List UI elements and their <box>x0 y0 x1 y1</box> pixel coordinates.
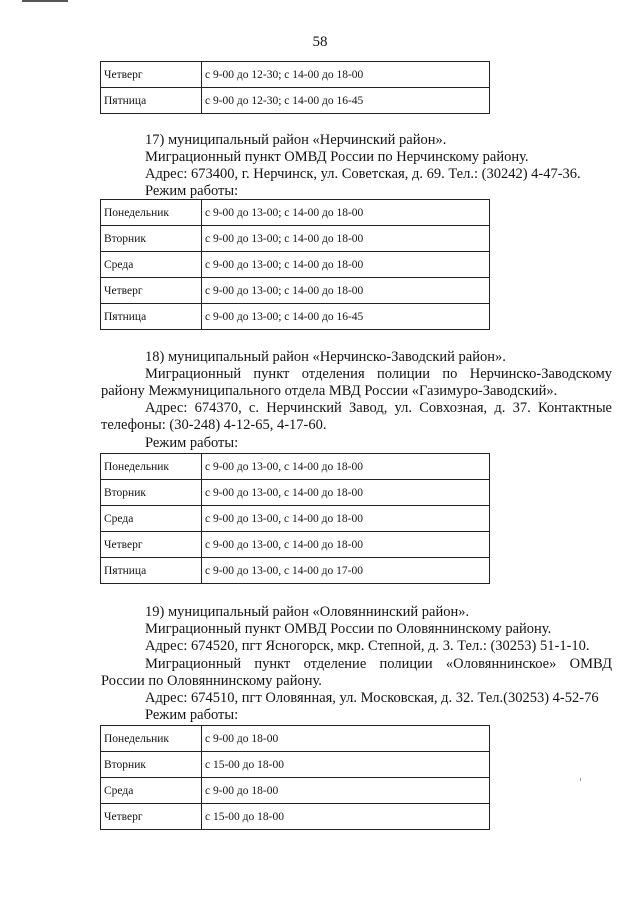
table-row <box>101 62 490 88</box>
hours-cell: с 9-00 до 13-00, с 14-00 до 18-00 <box>202 506 490 532</box>
section-19-address1: Адрес: 674520, пгт Ясногорск, мкр. Степной, д. 3. Тел.: (30253) 51-1-10. <box>145 638 590 654</box>
day-cell: Четверг <box>101 278 202 304</box>
day-cell: Понедельник <box>101 200 202 226</box>
section-19-heading: 19) муниципальный район «Оловяннинский район». <box>145 604 470 620</box>
hours-cell: с 9-00 до 13-00; с 14-00 до 16-45 <box>202 304 490 330</box>
section-19-mode-label: Режим работы: <box>145 707 239 723</box>
day-cell: Понедельник <box>101 454 202 480</box>
section-18-address-line1: Адрес: 674370, с. Нерчинский Завод, ул. Совхозная, д. 37. Контактные <box>145 400 612 416</box>
top-rule <box>22 0 68 2</box>
day-cell: Понедельник <box>101 726 202 752</box>
hours-cell: с 15-00 до 18-00 <box>202 804 490 830</box>
section-18-mode-label: Режим работы: <box>145 435 239 451</box>
table-row <box>101 200 490 226</box>
section-19-address2: Адрес: 674510, пгт Оловянная, ул. Московская, д. 32. Тел.(30253) 4-52-76 <box>145 690 599 706</box>
hours-cell: с 15-00 до 18-00 <box>202 752 490 778</box>
hours-cell: с 9-00 до 13-00; с 14-00 до 18-00 <box>202 226 490 252</box>
day-cell: Четверг <box>101 62 202 88</box>
hours-cell: с 9-00 до 13-00; с 14-00 до 18-00 <box>202 200 490 226</box>
section-19-org2-line2: России по Оловяннинскому району. <box>101 673 322 689</box>
section-17-org: Миграционный пункт ОМВД России по Нерчинскому району. <box>145 149 529 165</box>
table-row <box>101 558 490 584</box>
table-row <box>101 252 490 278</box>
day-cell: Среда <box>101 778 202 804</box>
hours-cell: с 9-00 до 18-00 <box>202 726 490 752</box>
section-17-heading: 17) муниципальный район «Нерчинский район». <box>145 132 447 148</box>
page-number: 58 <box>312 34 328 50</box>
table-row <box>101 532 490 558</box>
hours-cell: с 9-00 до 13-00; с 14-00 до 18-00 <box>202 278 490 304</box>
table-row <box>101 454 490 480</box>
table-row <box>101 278 490 304</box>
day-cell: Четверг <box>101 532 202 558</box>
day-cell: Пятница <box>101 558 202 584</box>
day-cell: Вторник <box>101 752 202 778</box>
table-row <box>101 726 490 752</box>
day-cell: Вторник <box>101 480 202 506</box>
day-cell: Пятница <box>101 304 202 330</box>
table-row <box>101 804 490 830</box>
section-18-org-line1: Миграционный пункт отделения полиции по Нерчинско-Заводскому <box>145 366 612 382</box>
section-18-address-line2: телефоны: (30-248) 4-12-65, 4-17-60. <box>101 417 327 433</box>
table-row <box>101 88 490 114</box>
section-19-org1: Миграционный пункт ОМВД России по Оловяннинскому району. <box>145 621 552 637</box>
hours-cell: с 9-00 до 13-00; с 14-00 до 18-00 <box>202 252 490 278</box>
schedule-table-continued <box>100 61 490 114</box>
day-cell: Четверг <box>101 804 202 830</box>
table-row <box>101 506 490 532</box>
section-17-mode-label: Режим работы: <box>145 183 239 199</box>
day-cell: Пятница <box>101 88 202 114</box>
hours-cell: с 9-00 до 13-00, с 14-00 до 18-00 <box>202 454 490 480</box>
table-row <box>101 226 490 252</box>
hours-cell: с 9-00 до 12-30; с 14-00 до 16-45 <box>202 88 490 114</box>
table-row <box>101 304 490 330</box>
day-cell: Среда <box>101 252 202 278</box>
section-17-address: Адрес: 673400, г. Нерчинск, ул. Советская, д. 69. Тел.: (30242) 4-47-36. <box>145 166 581 182</box>
hours-cell: с 9-00 до 13-00, с 14-00 до 17-00 <box>202 558 490 584</box>
scan-speck <box>580 778 581 781</box>
day-cell: Вторник <box>101 226 202 252</box>
section-18-org-line2: району Межмуниципального отдела МВД России «Газимуро-Заводский». <box>101 383 558 399</box>
schedule-table-nerchinsk <box>100 199 490 330</box>
hours-cell: с 9-00 до 18-00 <box>202 778 490 804</box>
section-19-org2-line1: Миграционный пункт отделение полиции «Оловяннинское» ОМВД <box>145 656 612 672</box>
table-row <box>101 778 490 804</box>
schedule-table-olovyannaya <box>100 725 490 830</box>
table-row <box>101 480 490 506</box>
schedule-table-nerchinsk-zavod <box>100 453 490 584</box>
hours-cell: с 9-00 до 13-00, с 14-00 до 18-00 <box>202 480 490 506</box>
table-row <box>101 752 490 778</box>
hours-cell: с 9-00 до 12-30; с 14-00 до 18-00 <box>202 62 490 88</box>
section-18-heading: 18) муниципальный район «Нерчинско-Заводский район». <box>145 349 506 365</box>
day-cell: Среда <box>101 506 202 532</box>
hours-cell: с 9-00 до 13-00, с 14-00 до 18-00 <box>202 532 490 558</box>
